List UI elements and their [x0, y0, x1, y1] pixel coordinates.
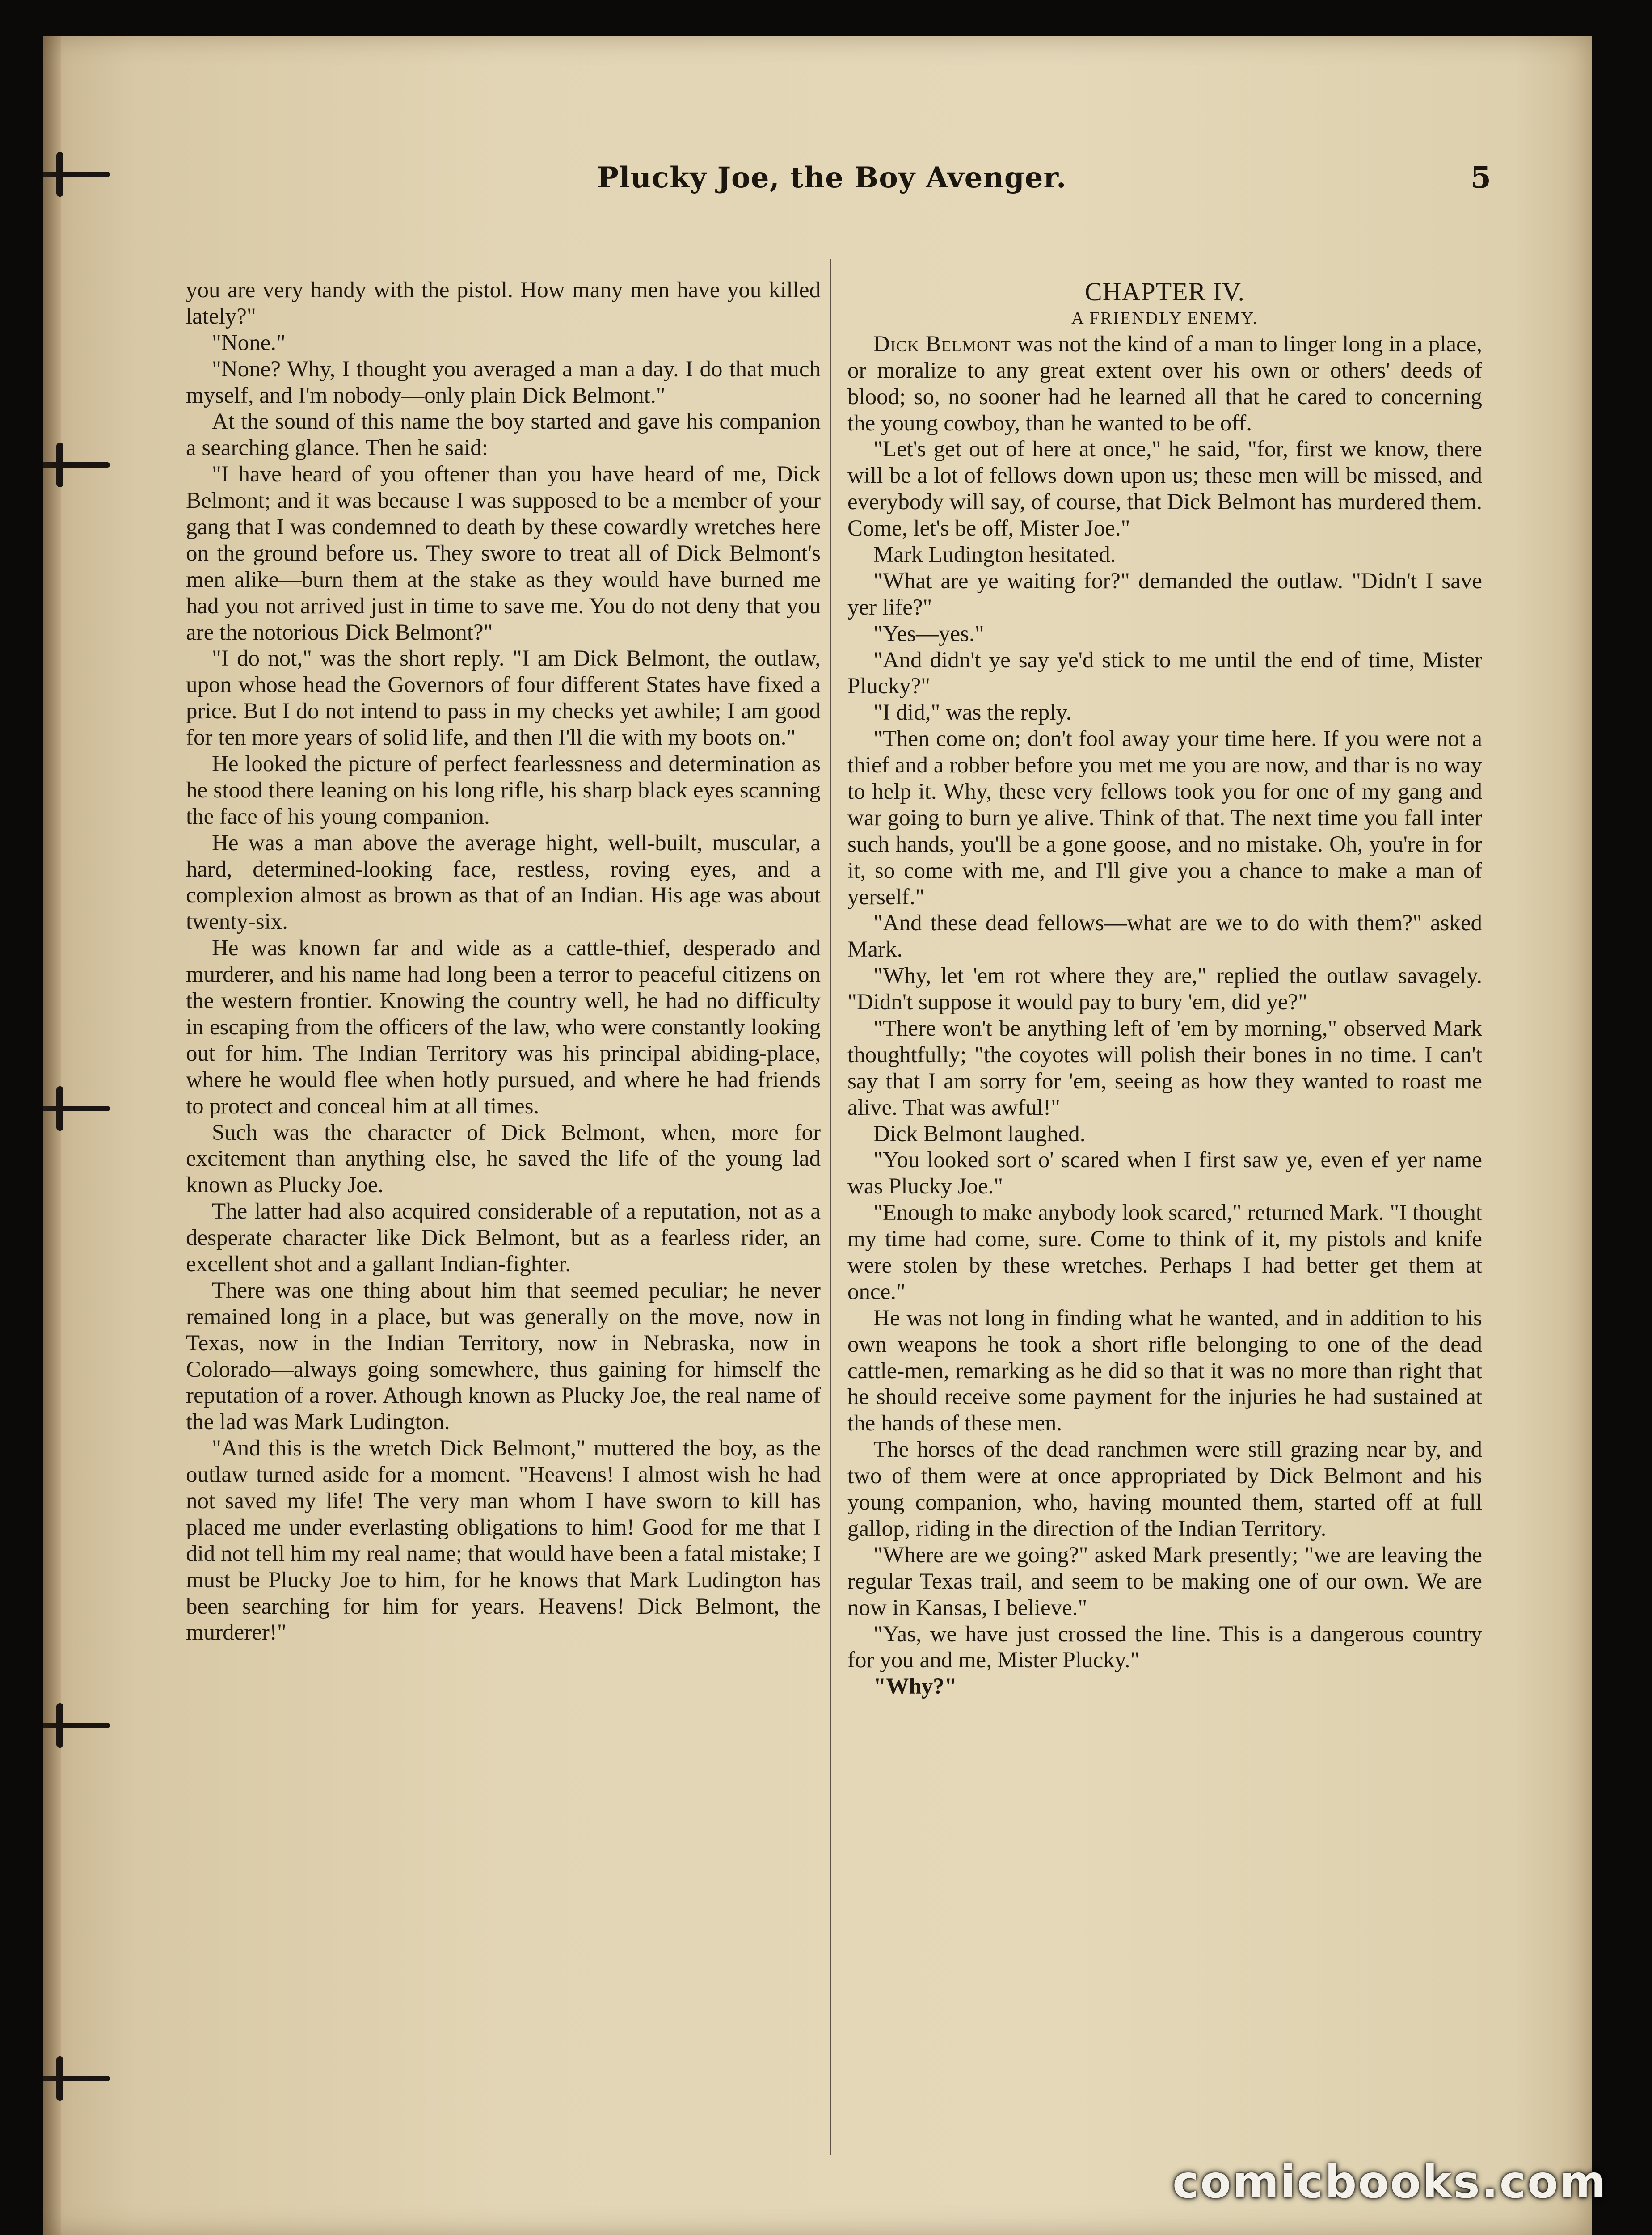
paragraph: "I did," was the reply. — [873, 700, 1072, 725]
paragraph: "And these dead fellows—what are we to do with them?" asked Mark. — [847, 911, 1482, 962]
stitch-icon — [43, 2074, 97, 2083]
paragraph: "Where are we going?" asked Mark presently; "we are leaving the regular Texas trail, and seem to be making one of our own. We are now in Kansas, I believe." — [847, 1542, 1482, 1620]
stitch-icon — [43, 170, 97, 179]
paragraph: He looked the picture of perfect fearlessness and determination as he stood there leaning on his long rifle, his sharp black eyes scanning the face of his young companion. — [186, 751, 821, 829]
paragraph: Dick Belmont laughed. — [873, 1121, 1086, 1147]
paragraph: "None." — [212, 330, 286, 355]
paragraph: He was not long in finding what he wanted, and in addition to his own weapons he took a short rifle belonging to one of the dead cattle-men, remarking as he did so that it was no more than right that he should receive some payment for the injuries he had sustained at the hands of these men. — [847, 1305, 1482, 1436]
chapter-heading: CHAPTER IV. — [1085, 277, 1245, 306]
book-page — [43, 36, 1592, 2235]
paragraph: "None? Why, I thought you averaged a man a day. I do that much myself, and I'm nobody—only plain Dick Belmont." — [186, 356, 821, 408]
running-title: Plucky Joe, the Boy Avenger. — [597, 161, 1067, 194]
paragraph: "Why?" — [873, 1674, 957, 1699]
paragraph: He was known far and wide as a cattle-thief, desperado and murderer, and his name had long been a terror to peaceful citizens on the western frontier. Knowing the country well, he had no difficulty in escaping from the officers of the law, who were constantly looking out for him. The Indian Territory was his principal abiding-place, where he would flee when hotly pursued, and where he had friends to protect and conceal him at all times. — [186, 936, 821, 1119]
paragraph: "Yas, we have just crossed the line. This is a dangerous country for you and me, Mister Plucky." — [847, 1621, 1482, 1673]
paragraph: "Why, let 'em rot where they are," replied the outlaw savagely. "Didn't suppose it would pay to bury 'em, did ye?" — [847, 963, 1482, 1015]
paragraph: He was a man above the average hight, well-built, muscular, a hard, determined-looking face, restless, roving eyes, and a complexion almost as brown as that of an Indian. His age was about twenty-six. — [186, 830, 821, 935]
paragraph: "Yes—yes." — [873, 621, 984, 646]
paragraph: "Then come on; don't fool away your time here. If you were not a thief and a robber before you met me you are now, and thar is no way to help it. Why, these very fellows took you for one of my gang and war going to burn ye alive. Think of that. The next time you fall inter such hands, you'll be a gone goose, and no mistake. Oh, you're in for it, so come with me, and I'll give you a chance to make a man of yerself." — [847, 726, 1482, 910]
paragraph: "Let's get out of here at once," he said, "for, first we know, there will be a lot of fellows down upon us; these men will be missed, and everybody will say, of course, that Dick Belmont has murdered them. Come, let's be off, Mister Joe." — [847, 437, 1482, 541]
paragraph: "I have heard of you oftener than you have heard of me, Dick Belmont; and it was because I was supposed to be a member of your gang that I was condemned to death by these cowardly wretches here on the ground before us. They swore to treat all of Dick Belmont's men alike—burn them at the stake as they would have burned me had you not arrived just in time to save me. You do not deny that you are the notorious Dick Belmont?" — [186, 462, 821, 645]
stitch-icon — [43, 460, 97, 469]
right-column — [847, 277, 1482, 1700]
paragraph: you are very handy with the pistol. How many men have you killed lately?" — [186, 278, 821, 329]
paragraph: "You looked sort o' scared when I first saw ye, even ef yer name was Plucky Joe." — [847, 1147, 1482, 1199]
binding-fold — [43, 36, 61, 2235]
paragraph: At the sound of this name the boy started and gave his companion a searching glance. Then he said: — [186, 409, 821, 461]
stitch-icon — [43, 1721, 97, 1730]
paragraph: Mark Ludington hesitated. — [873, 542, 1116, 567]
paragraph: "What are ye waiting for?" demanded the outlaw. "Didn't I save yer life?" — [847, 568, 1482, 620]
paragraph: The latter had also acquired considerable of a reputation, not as a desperate character like Dick Belmont, but as a fearless rider, an excellent shot and a gallant Indian-fighter. — [186, 1199, 821, 1277]
paragraph: The horses of the dead ranchmen were still grazing near by, and two of them were at once appropriated by Dick Belmont and his young companion, who, having mounted them, started off at full gallop, riding in the direction of the Indian Territory. — [847, 1437, 1482, 1541]
paragraph: There was one thing about him that seemed peculiar; he never remained long in a place, but was generally on the move, now in Texas, now in the Indian Territory, now in Nebraska, now in Colorado—always going somewhere, thus gaining for himself the reputation of a rover. Athough known as Plucky Joe, the real name of the lad was Mark Ludington. — [186, 1278, 821, 1435]
left-column — [186, 277, 821, 1646]
paragraph: "And this is the wretch Dick Belmont," muttered the boy, as the outlaw turned aside for a moment. "Heavens! I almost wish he had not saved my life! The very man whom I have sworn to kill has placed me under everlasting obligations to him! Good for me that I did not tell him my real name; that would have been a fatal mistake; I must be Plucky Joe to him, for he knows that Mark Ludington has been searching for him for years. Heavens! Dick Belmont, the murderer!" — [186, 1436, 821, 1645]
paragraph: "Enough to make anybody look scared," returned Mark. "I thought my time had come, sure. Come to think of it, my pistols and knife were stolen by these wretches. Perhaps I had better get them at once." — [847, 1200, 1482, 1304]
page-number: 5 — [1471, 160, 1491, 195]
chapter-opening-text: was not the kind of a man to linger long in a place, or moralize to any great extent over his own or others' deeds of blood; so, no sooner had he learned all that he cared to concerning the young cowboy, than he wanted to be off. — [847, 331, 1482, 436]
watermark: comicbooks.com — [1172, 2156, 1607, 2208]
chapter-opening-paragraph — [847, 331, 1482, 437]
chapter-opening-words: Dick Belmont — [873, 331, 1011, 357]
page-header — [159, 152, 1518, 210]
paragraph: "And didn't ye say ye'd stick to me until the end of time, Mister Plucky?" — [847, 647, 1482, 699]
paragraph: Such was the character of Dick Belmont, when, more for excitement than anything else, he saved the life of the young lad known as Plucky Joe. — [186, 1120, 821, 1198]
chapter-subtitle: A FRIENDLY ENEMY. — [1071, 308, 1258, 328]
stitch-icon — [43, 1104, 97, 1113]
paragraph: "I do not," was the short reply. "I am Dick Belmont, the outlaw, upon whose head the Governors of four different States have fixed a price. But I do not intend to pass in my checks yet awhile; I am good for ten more years of solid life, and then I'll die with my boots on." — [186, 646, 821, 751]
paragraph: "There won't be anything left of 'em by morning," observed Mark thoughtfully; "the coyotes will polish their bones in no time. I can't say that I am sorry for 'em, seeing as how they wanted to roast me alive. That was awful!" — [847, 1016, 1482, 1120]
column-divider — [830, 259, 831, 2155]
